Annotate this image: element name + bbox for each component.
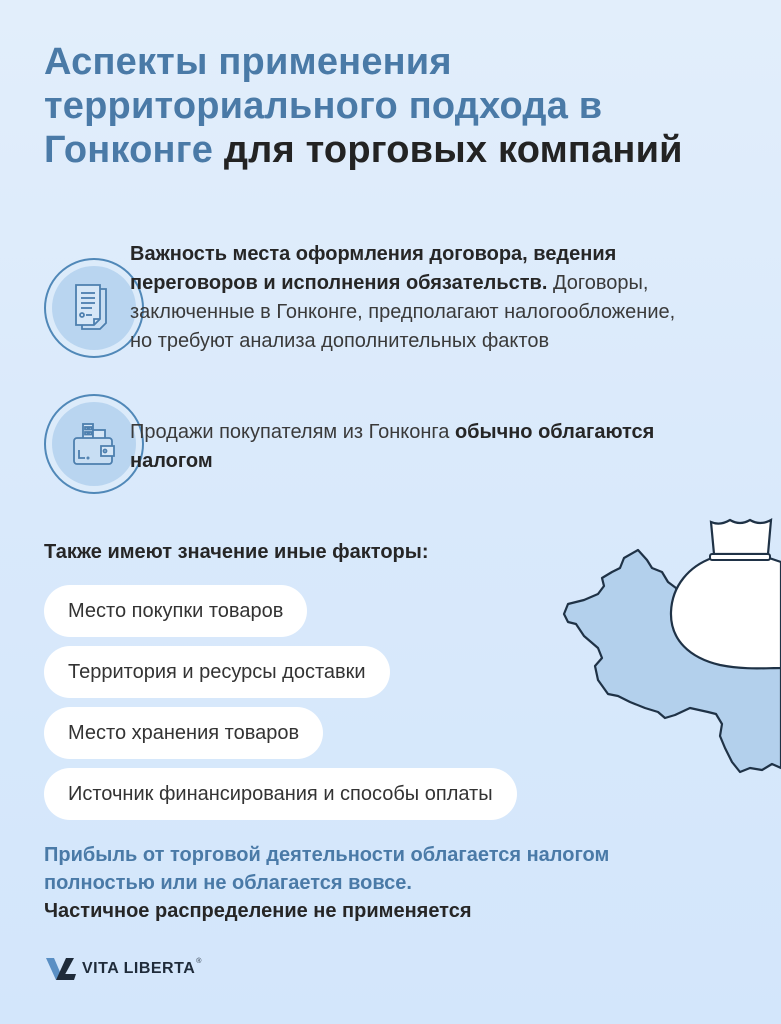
registered-mark: ®: [196, 957, 202, 965]
vita-liberta-logo-icon: [46, 958, 76, 980]
feature-sales: [44, 394, 144, 494]
title-dark: для торговых компаний: [213, 129, 683, 171]
document-icon: [72, 283, 116, 333]
factor-item: Территория и ресурсы доставки: [44, 646, 390, 698]
brand-logo: [46, 958, 201, 980]
icon-circle: [44, 258, 144, 358]
factors-heading: Также имеют значение иные факторы:: [44, 541, 429, 563]
feature-contract: [44, 258, 144, 358]
conclusion-dark: Частичное распределение не применяется: [44, 900, 472, 922]
feature-contract-text: Важность места оформления договора, ведения переговоров и исполнения обязательств. Договоры, заключенные в Гонконге, предполагают налогообложение, но требуют анализа дополнительных фактов: [130, 243, 676, 352]
icon-circle: [44, 394, 144, 494]
factor-item: Источник финансирования и способы оплаты: [44, 768, 517, 820]
feature-sales-text: Продажи покупателям из Гонконга обычно облагаются налогом: [130, 421, 655, 472]
factor-item: Место хранения товаров: [44, 707, 323, 759]
factor-item: Место покупки товаров: [44, 585, 307, 637]
conclusion-text: [44, 841, 664, 925]
logo-text: VITA LIBERTA: [82, 960, 196, 977]
wallet-icon: [71, 422, 117, 466]
title-accent: Аспекты применения территориального подхода в Гонконге: [44, 41, 603, 171]
map-moneybag-illustration: [540, 500, 781, 800]
page-title: [44, 40, 684, 172]
conclusion-accent: Прибыль от торговой деятельности облагается налогом полностью или не облагается вовсе.: [44, 844, 610, 894]
